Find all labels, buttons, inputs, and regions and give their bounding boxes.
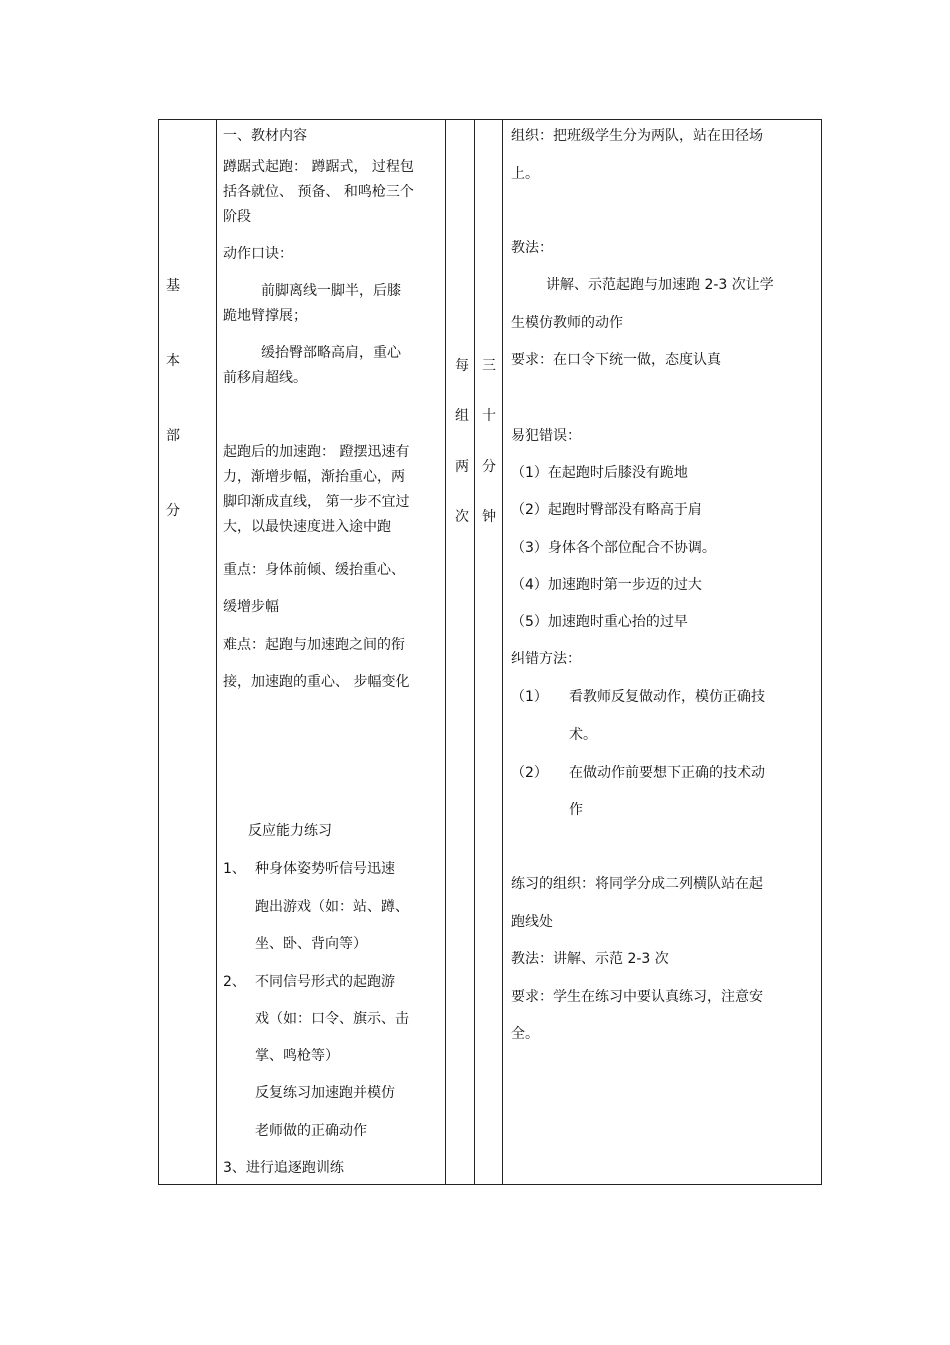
error-item: （4）加速跑时第一步迈的过大: [511, 577, 702, 593]
key-points-line: 缓增步幅: [223, 599, 279, 615]
duration-char: 三: [482, 358, 496, 374]
duration-char: 钟: [482, 509, 496, 525]
chant-title: 动作口诀：: [223, 246, 293, 262]
fix1-line: 看教师反复做动作，模仿正确技: [569, 689, 765, 705]
section-label-char: 基: [166, 278, 180, 294]
practice-require-line: 要求：学生在练习中要认真练习，注意安: [511, 989, 763, 1005]
accel-line: 起跑后的加速跑： 蹬摆迅速有: [223, 444, 410, 460]
practice-org-line: 练习的组织：将同学分成二列横队站在起: [511, 876, 763, 892]
fix2-line: 在做动作前要想下正确的技术动: [569, 765, 765, 781]
duration-char: 分: [482, 459, 496, 475]
teach-line: 讲解、示范起跑与加速跑 2-3 次让学: [546, 277, 774, 293]
item1-line: 坐、卧、背向等）: [255, 936, 367, 952]
practice-org-line: 跑线处: [511, 914, 553, 930]
column-divider: [474, 120, 475, 1184]
column-divider: [216, 120, 217, 1184]
item2-line: 不同信号形式的起跑游: [255, 974, 395, 990]
item1-line: 种身体姿势听信号迅速: [255, 861, 395, 877]
error-item: （2）起跑时臀部没有略高于肩: [511, 502, 702, 518]
section-label-char: 分: [166, 503, 180, 519]
item1-line: 跑出游戏（如：站、蹲、: [255, 899, 409, 915]
fix-title: 纠错方法：: [511, 651, 581, 667]
key-points-line: 重点：身体前倾、缓抬重心、: [223, 562, 405, 578]
item2-line: 戏（如：口令、旗示、击: [255, 1011, 409, 1027]
errors-title: 易犯错误：: [511, 428, 581, 444]
fix-number: （1）: [511, 689, 548, 705]
squat-start-line: 蹲踞式起跑： 蹲踞式， 过程包: [223, 159, 414, 175]
column-divider: [502, 120, 503, 1184]
org-line: 上。: [511, 166, 539, 182]
error-item: （5）加速跑时重心抬的过早: [511, 614, 688, 630]
content-heading: 一、教材内容: [223, 128, 307, 144]
chant-line: 前脚离线一脚半，后膝: [261, 283, 401, 299]
practice-teach-line: 教法：讲解、示范 2-3 次: [511, 951, 669, 967]
difficulty-line: 难点：起跑与加速跑之间的衔: [223, 637, 405, 653]
chant-line: 缓抬臀部略高肩，重心: [261, 345, 401, 361]
times-char: 组: [455, 408, 469, 424]
error-item: （3）身体各个部位配合不协调。: [511, 540, 716, 556]
section-label-char: 本: [166, 353, 180, 369]
item2-line: 老师做的正确动作: [255, 1123, 367, 1139]
item3-line: 3、进行追逐跑训练: [223, 1160, 344, 1176]
fix2-line: 作: [569, 802, 583, 818]
duration-char: 十: [482, 408, 496, 424]
squat-start-line: 括各就位、 预备、 和鸣枪三个: [223, 184, 414, 200]
teach-line: 生模仿教师的动作: [511, 315, 623, 331]
item-number: 1、: [223, 861, 246, 877]
accel-line: 大，以最快速度进入途中跑: [223, 519, 391, 535]
error-item: （1）在起跑时后膝没有跪地: [511, 465, 688, 481]
org-line: 组织：把班级学生分为两队，站在田径场: [511, 128, 763, 144]
chant-line: 前移肩超线。: [223, 370, 307, 386]
item2-line: 反复练习加速跑并模仿: [255, 1085, 395, 1101]
require-line: 要求：在口令下统一做，态度认真: [511, 352, 721, 368]
fix-number: （2）: [511, 765, 548, 781]
section-label-char: 部: [166, 428, 180, 444]
item-number: 2、: [223, 974, 246, 990]
squat-start-line: 阶段: [223, 209, 251, 225]
accel-line: 脚印渐成直线， 第一步不宜过: [223, 494, 410, 510]
times-char: 每: [455, 358, 469, 374]
item2-line: 掌、鸣枪等）: [255, 1048, 339, 1064]
times-char: 次: [455, 509, 469, 525]
times-char: 两: [455, 459, 469, 475]
teach-title: 教法：: [511, 240, 553, 256]
difficulty-line: 接，加速跑的重心、 步幅变化: [223, 674, 410, 690]
column-divider: [445, 120, 446, 1184]
practice-require-line: 全。: [511, 1026, 539, 1042]
chant-line: 跪地臂撑展；: [223, 308, 307, 324]
fix1-line: 术。: [569, 727, 597, 743]
reaction-title: 反应能力练习: [248, 823, 332, 839]
accel-line: 力，渐增步幅，渐抬重心，两: [223, 469, 405, 485]
